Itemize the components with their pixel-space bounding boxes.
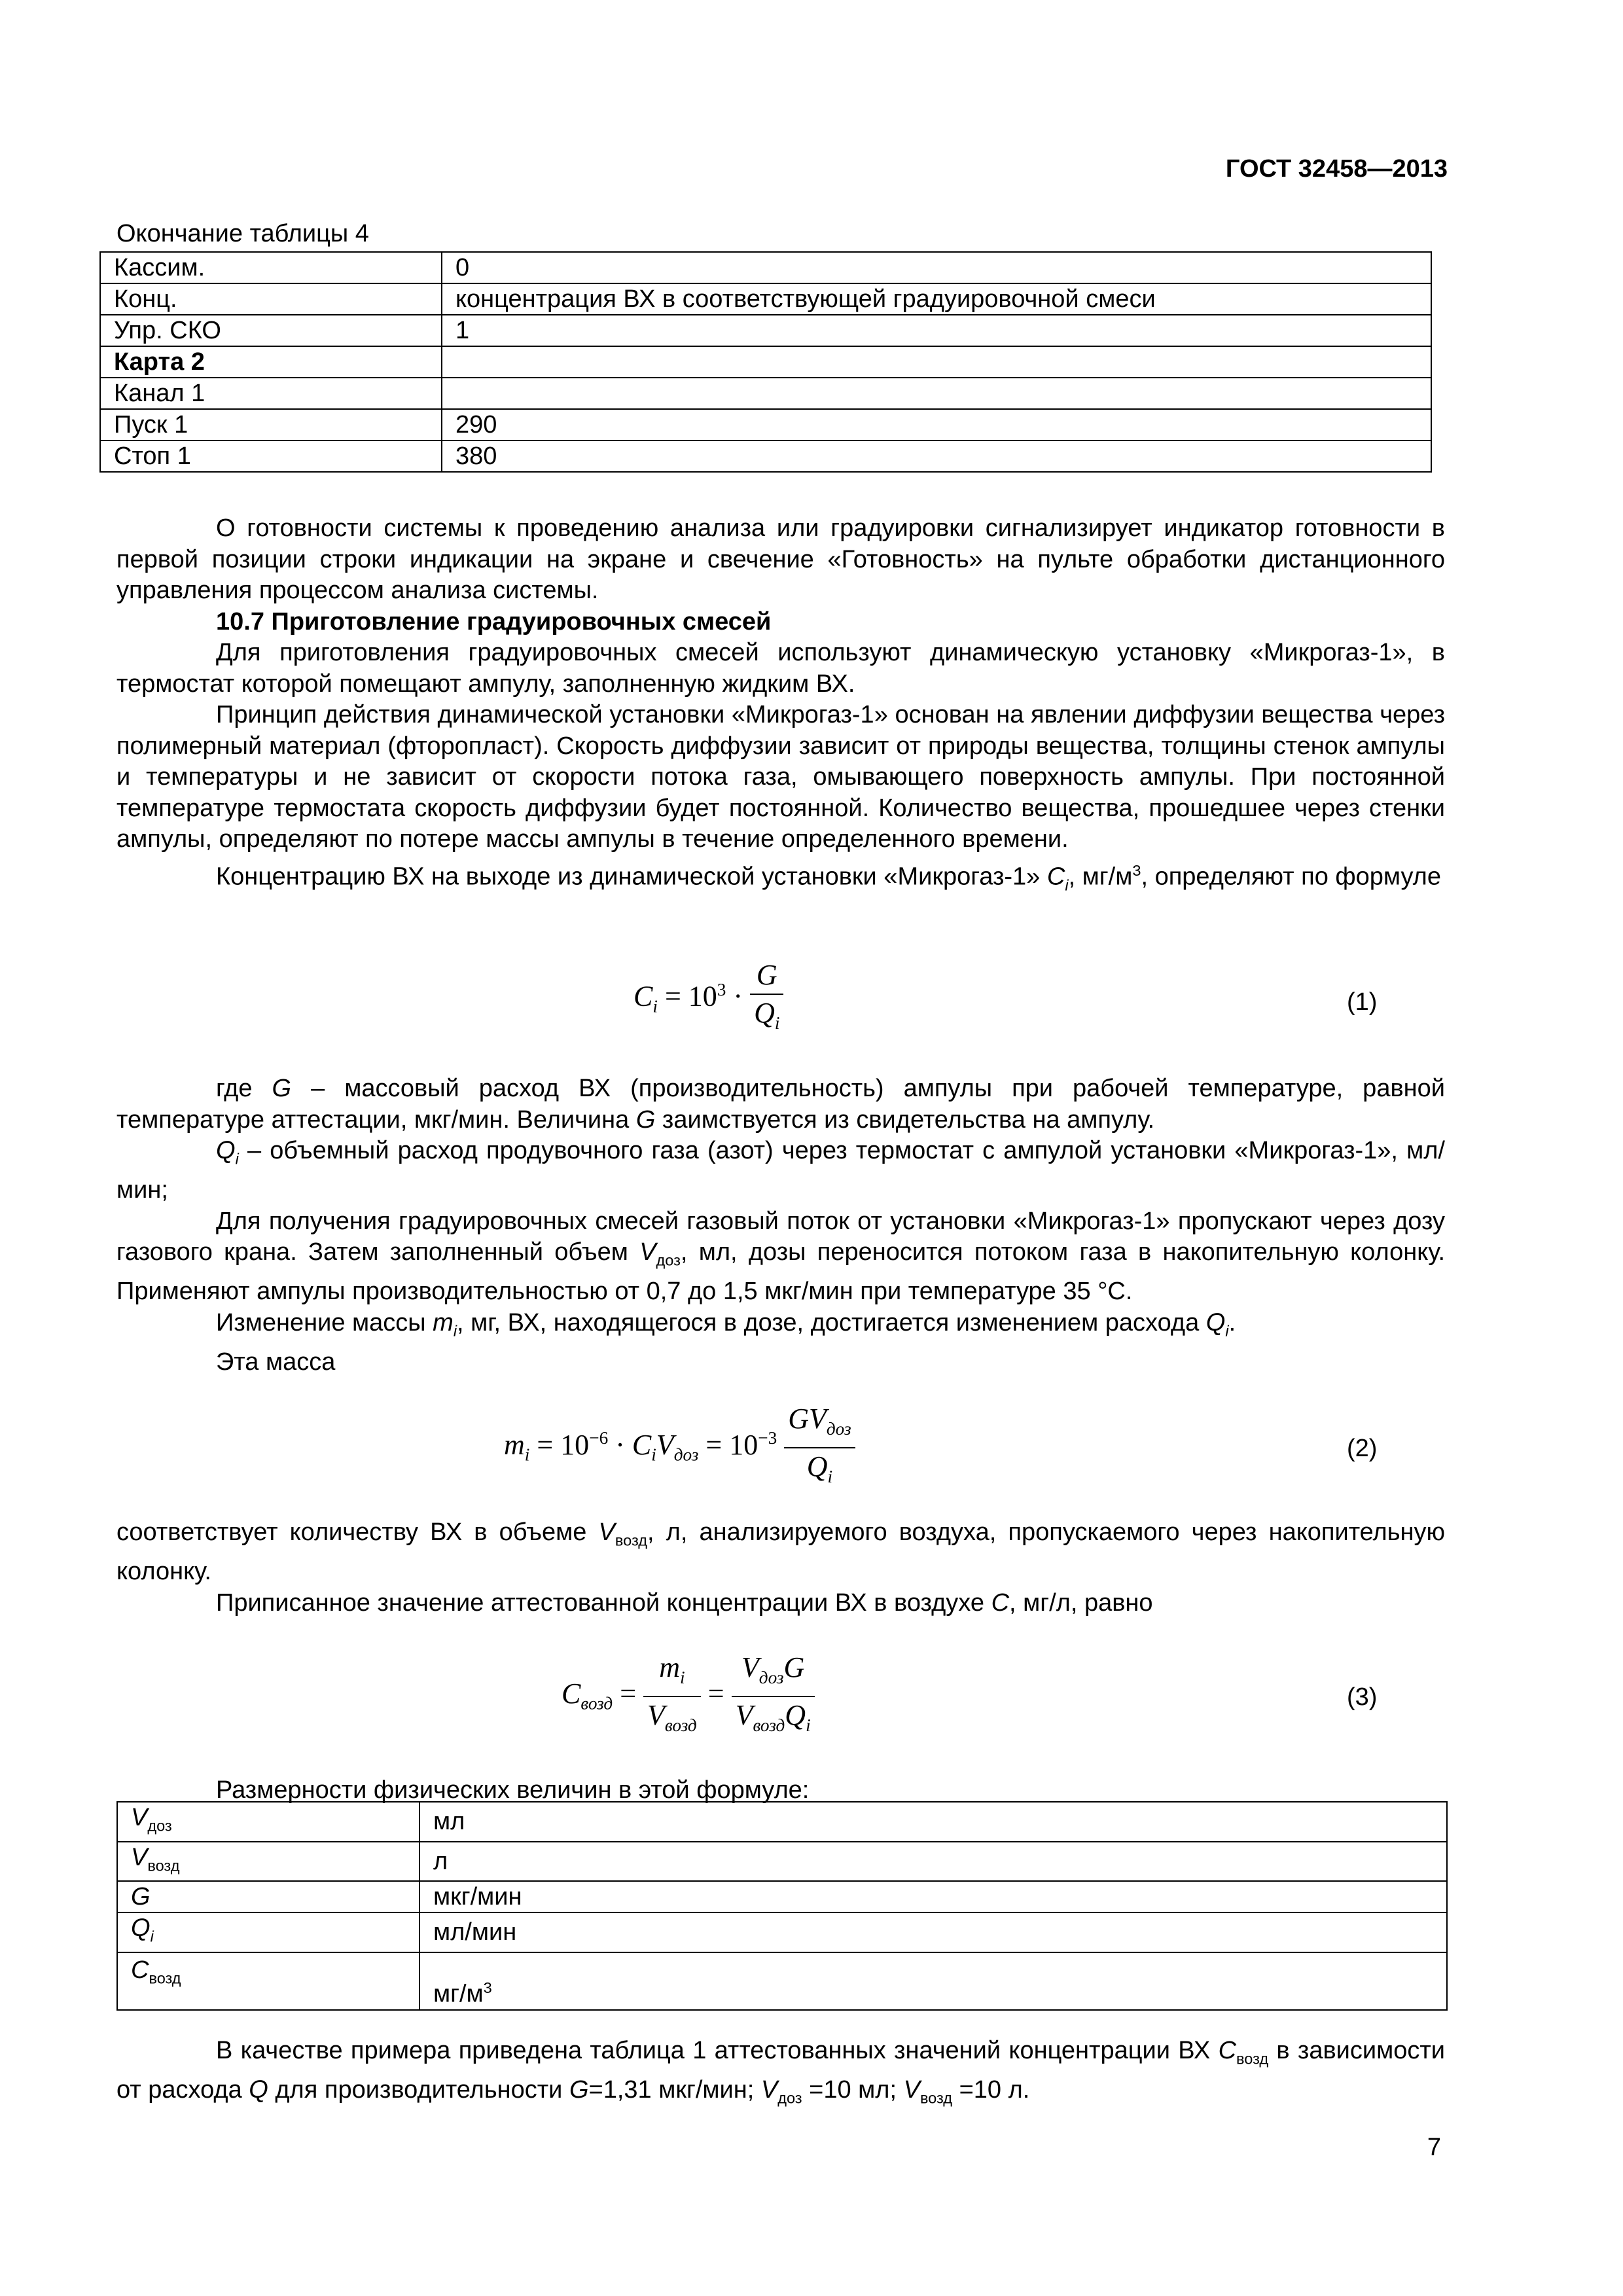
text-run: , мг/м bbox=[1068, 863, 1133, 891]
table-cell: мл bbox=[419, 1802, 1447, 1842]
paragraph: Эта масса bbox=[216, 1348, 336, 1376]
subscript: i bbox=[453, 1322, 457, 1340]
table-cell: Стоп 1 bbox=[100, 440, 442, 472]
numerator: G bbox=[750, 957, 783, 995]
fraction bbox=[732, 1649, 815, 1744]
exponent: −6 bbox=[589, 1428, 609, 1448]
text-block-b bbox=[116, 1073, 1445, 1378]
subscript: возд bbox=[1236, 2050, 1269, 2068]
table-cell: л bbox=[419, 1842, 1447, 1882]
symbol: V bbox=[131, 1843, 148, 1871]
paragraph bbox=[116, 1308, 1445, 1347]
table-row bbox=[117, 1802, 1447, 1842]
symbol: C bbox=[632, 1428, 652, 1461]
table-cell: мкг/мин bbox=[419, 1881, 1447, 1912]
table-cell: Конц. bbox=[100, 283, 442, 315]
text-run: , мг/л, равно bbox=[1009, 1588, 1153, 1617]
symbol: V bbox=[131, 1804, 148, 1831]
symbol: G bbox=[783, 1651, 805, 1683]
table-cell bbox=[117, 1881, 419, 1912]
symbol: V bbox=[598, 1518, 615, 1546]
symbol: C bbox=[562, 1677, 581, 1710]
symbol: m bbox=[659, 1651, 680, 1683]
symbol: C bbox=[633, 980, 653, 1013]
symbol: V bbox=[639, 1238, 656, 1266]
paragraph: Для приготовления градуировочных смесей используют динамическую установку «Микрогаз-1», в термостат которой помещают ампулу, заполненную жидким ВХ. bbox=[116, 639, 1445, 698]
superscript: 3 bbox=[483, 1979, 492, 1997]
symbol: C bbox=[131, 1956, 149, 1984]
table-cell: Кассим. bbox=[100, 252, 442, 283]
text-run: – объемный расход продувочного газа (азот) через термостат с ампулой установки «Микрогаз-1», мл/мин; bbox=[116, 1137, 1445, 1204]
subscript: возд bbox=[753, 1715, 785, 1735]
subscript: возд bbox=[664, 1715, 697, 1735]
symbol: C bbox=[991, 1588, 1010, 1617]
numerator bbox=[784, 1401, 855, 1448]
table-cell: мл/мин bbox=[419, 1912, 1447, 1952]
subscript: i bbox=[774, 1013, 780, 1033]
table-row bbox=[100, 346, 1431, 378]
symbol: V bbox=[741, 1651, 759, 1683]
symbol: Q bbox=[216, 1137, 236, 1164]
text-run: , мл, дозы переносится потоком газа в накопительную колонку. Применяют ампулы производительностью от 0,7 до 1,5 мкг/мин при температуре 35 °С. bbox=[116, 1238, 1446, 1306]
subscript: возд bbox=[149, 1969, 181, 1987]
subscript: возд bbox=[919, 2089, 953, 2107]
text-run: В качестве примера приведена таблица 1 аттестованных значений концентрации ВХ bbox=[216, 2037, 1219, 2064]
table-cell: Карта 2 bbox=[100, 346, 442, 378]
table-cell: концентрация ВХ в соответствующей градуировочной смеси bbox=[442, 283, 1431, 315]
table-caption: Окончание таблицы 4 bbox=[116, 220, 369, 247]
unit: мг/м bbox=[433, 1980, 484, 2008]
symbol: V bbox=[647, 1698, 665, 1731]
symbol: Q bbox=[249, 2076, 268, 2104]
text-run: Приписанное значение аттестованной концентрации ВХ в воздухе bbox=[216, 1588, 991, 1617]
table-row bbox=[117, 1952, 1447, 2010]
superscript: 3 bbox=[1132, 861, 1141, 879]
paragraph bbox=[116, 1073, 1445, 1136]
table-row bbox=[100, 409, 1431, 440]
paragraph bbox=[116, 1136, 1445, 1206]
text-run: – массовый расход ВХ (производительность) ампулы при рабочей температуре, равной температуре аттестации, мкг/мин. Величина bbox=[116, 1075, 1445, 1134]
fraction bbox=[643, 1649, 701, 1744]
subscript: доз bbox=[673, 1444, 699, 1465]
subscript: i bbox=[652, 996, 658, 1016]
text-run: =10 мл; bbox=[802, 2076, 904, 2104]
table-cell: 380 bbox=[442, 440, 1431, 472]
denominator bbox=[750, 995, 783, 1041]
text-block-a bbox=[116, 513, 1445, 901]
settings-table bbox=[99, 251, 1432, 473]
text-run: для производительности bbox=[268, 2076, 569, 2104]
paragraph bbox=[116, 1206, 1445, 1308]
exponent: −3 bbox=[758, 1428, 777, 1448]
subscript: возд bbox=[615, 1532, 647, 1549]
text-run: Для получения градуировочных смесей газовый поток от установки «Микрогаз-1» пропускают через дозу газового крана. Затем заполненный объем bbox=[116, 1207, 1445, 1266]
page-number: 7 bbox=[1427, 2134, 1441, 2161]
subscript: i bbox=[150, 1928, 154, 1945]
table-cell: Канал 1 bbox=[100, 378, 442, 409]
subscript: i bbox=[806, 1715, 811, 1735]
table-caption: Размерности физических величин в этой формуле: bbox=[216, 1776, 810, 1804]
text-run: заимствуется из свидетельства на ампулу. bbox=[655, 1105, 1155, 1134]
table-cell bbox=[117, 1802, 419, 1842]
symbol: V bbox=[656, 1428, 674, 1461]
subscript: доз bbox=[777, 2089, 802, 2107]
symbol: Q bbox=[1205, 1308, 1226, 1336]
symbol: G bbox=[569, 2076, 589, 2104]
paragraph bbox=[116, 1588, 1445, 1619]
section-heading: 10.7 Приготовление градуировочных смесей bbox=[216, 607, 772, 636]
dimensions-table bbox=[116, 1801, 1448, 2011]
symbol: G bbox=[131, 1883, 151, 1911]
subscript: доз bbox=[656, 1251, 681, 1269]
table-row bbox=[117, 1842, 1447, 1882]
table-cell: 1 bbox=[442, 315, 1431, 346]
text-run: в зависимости от расхода bbox=[116, 2037, 1446, 2104]
subscript: i bbox=[827, 1466, 833, 1486]
symbol: m bbox=[504, 1428, 525, 1461]
symbol: G bbox=[635, 1105, 656, 1134]
table-cell: Пуск 1 bbox=[100, 409, 442, 440]
table-row bbox=[117, 1912, 1447, 1952]
subscript: i bbox=[679, 1667, 685, 1687]
subscript: i bbox=[651, 1444, 656, 1465]
operator: = 10 bbox=[664, 980, 717, 1013]
table-cell: 290 bbox=[442, 409, 1431, 440]
document-header: ГОСТ 32458—2013 bbox=[1225, 155, 1448, 183]
table-cell bbox=[117, 1842, 419, 1882]
table-cell bbox=[442, 346, 1431, 378]
denominator bbox=[732, 1697, 815, 1744]
symbol: Q bbox=[785, 1698, 806, 1731]
paragraph bbox=[116, 2036, 1445, 2114]
symbol: Q bbox=[131, 1914, 151, 1943]
text-run: , мг, ВХ, находящегося в дозе, достигается изменением расхода bbox=[457, 1308, 1206, 1336]
operator: · bbox=[733, 980, 743, 1013]
text-run: где bbox=[216, 1075, 272, 1102]
symbol: Q bbox=[806, 1450, 828, 1482]
symbol: C bbox=[1218, 2037, 1237, 2064]
text-run: . bbox=[1228, 1308, 1236, 1336]
operator: = bbox=[620, 1677, 637, 1710]
table-cell bbox=[117, 1912, 419, 1952]
text-run: , л, анализируемого воздуха, пропускаемого через накопительную колонку. bbox=[116, 1518, 1445, 1586]
formula-number: (2) bbox=[1347, 1435, 1378, 1462]
fraction bbox=[750, 957, 783, 1041]
table-row bbox=[117, 1881, 1447, 1912]
text-run: , определяют по формуле bbox=[1141, 863, 1441, 891]
paragraph bbox=[116, 1517, 1445, 1588]
text-block-d bbox=[116, 2036, 1445, 2114]
numerator bbox=[732, 1649, 815, 1697]
paragraph bbox=[116, 855, 1445, 901]
denominator bbox=[784, 1448, 855, 1495]
operator: = 10 bbox=[705, 1428, 758, 1461]
table-row bbox=[100, 252, 1431, 283]
subscript: доз bbox=[758, 1667, 784, 1687]
symbol: m bbox=[433, 1308, 454, 1336]
operator: = 10 bbox=[537, 1428, 590, 1461]
table-cell: Упр. СКО bbox=[100, 315, 442, 346]
paragraph: Принцип действия динамической установки «Микрогаз-1» основан на явлении диффузии вещества через полимерный материал (фторопласт). Скорость диффузии зависит от природы вещества, толщины стенок ампулы и температуры и не зависит от скорости потока газа, омывающего поверхность ампулы. При постоянной температуре термостата скорость диффузии будет постоянной. Количество вещества, прошедшее через стенки ампулы, определяют по потере массы ампулы в течение определенного времени. bbox=[116, 701, 1445, 853]
text-run: Концентрацию ВХ на выходе из динамической установки «Микрогаз-1» bbox=[216, 863, 1047, 891]
subscript: доз bbox=[826, 1418, 851, 1439]
formula-1 bbox=[633, 957, 783, 1041]
text-run: =1,31 мкг/мин; bbox=[588, 2076, 761, 2104]
symbol: G bbox=[272, 1075, 292, 1102]
subscript: i bbox=[1065, 876, 1069, 893]
symbol: GV bbox=[788, 1403, 827, 1435]
table-cell bbox=[442, 378, 1431, 409]
subscript: возд bbox=[580, 1693, 613, 1713]
symbol: C bbox=[1046, 863, 1065, 891]
formula-3 bbox=[562, 1649, 815, 1744]
subscript: i bbox=[524, 1444, 530, 1465]
table-row bbox=[100, 378, 1431, 409]
table-cell bbox=[117, 1952, 419, 2010]
table-cell: 0 bbox=[442, 252, 1431, 283]
table-row bbox=[100, 315, 1431, 346]
symbol: Q bbox=[754, 997, 775, 1029]
text-run: =10 л. bbox=[952, 2076, 1030, 2104]
symbol: V bbox=[903, 2076, 920, 2104]
table-row bbox=[100, 283, 1431, 315]
subscript: доз bbox=[147, 1817, 172, 1835]
formula-2 bbox=[504, 1401, 855, 1495]
text-run: соответствует количеству ВХ в объеме bbox=[116, 1518, 599, 1546]
subscript: возд bbox=[147, 1857, 180, 1874]
text-block-c bbox=[116, 1517, 1445, 1619]
text-run: Изменение массы bbox=[216, 1308, 433, 1336]
numerator bbox=[643, 1649, 701, 1697]
operator: · bbox=[615, 1428, 625, 1461]
table-cell bbox=[419, 1952, 1447, 2010]
table-row bbox=[100, 440, 1431, 472]
subscript: i bbox=[1225, 1322, 1229, 1340]
symbol: V bbox=[735, 1698, 753, 1731]
formula-number: (3) bbox=[1347, 1683, 1378, 1711]
operator: = bbox=[707, 1677, 724, 1710]
formula-number: (1) bbox=[1347, 988, 1378, 1016]
denominator bbox=[643, 1697, 701, 1744]
exponent: 3 bbox=[717, 979, 726, 999]
fraction bbox=[784, 1401, 855, 1495]
symbol: V bbox=[760, 2076, 778, 2104]
subscript: i bbox=[235, 1150, 239, 1168]
paragraph: О готовности системы к проведению анализа или градуировки сигнализирует индикатор готовности в первой позиции строки индикации на экране и свечение «Готовность» на пульте обработки дистанционного управления процессом анализа системы. bbox=[116, 514, 1445, 604]
